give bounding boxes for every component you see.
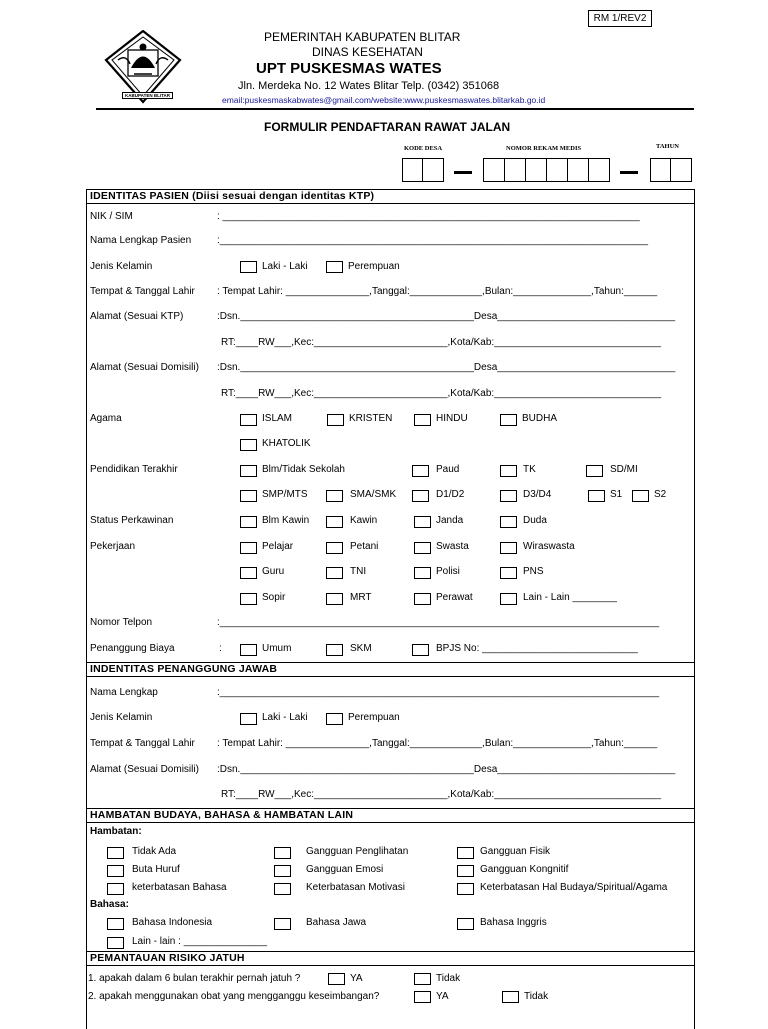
header-email-website[interactable]: email:puskesmaskabwates@gmail.com/website:www.puskesmaswates.blitarkab.go.id [222, 95, 546, 105]
pj-option-perempuan: Perempuan [348, 712, 400, 723]
pendidikan-label: Pendidikan Terakhir [90, 464, 178, 475]
nomor-rm-divider-2 [525, 158, 526, 182]
option-q2-ya: YA [436, 991, 449, 1002]
option-duda: Duda [523, 515, 547, 526]
checkbox-petani[interactable] [326, 542, 343, 554]
checkbox-tni[interactable] [326, 567, 343, 579]
pj-jenis-kelamin-label: Jenis Kelamin [90, 712, 153, 723]
option-bahasa-indonesia: Bahasa Indonesia [132, 917, 213, 928]
pj-alamat-line1[interactable]: :Dsn.__________________________________________Desa________________________________ [217, 764, 676, 775]
tahun-boxes[interactable] [650, 158, 692, 182]
checkbox-perempuan[interactable] [326, 261, 343, 273]
option-d1d2: D1/D2 [436, 489, 465, 500]
checkbox-gangguan-kognitif[interactable] [457, 865, 474, 877]
alamat-ktp-line1[interactable]: :Dsn.__________________________________________Desa________________________________ [217, 311, 676, 322]
checkbox-d1d2[interactable] [412, 490, 429, 502]
nomor-rm-label: NOMOR REKAM MEDIS [506, 145, 582, 152]
option-paud: Paud [436, 464, 460, 475]
option-bahasa-lain[interactable]: Lain - lain : _______________ [132, 936, 268, 947]
hambatan-sublabel: Hambatan: [90, 826, 142, 837]
option-kawin: Kawin [350, 515, 378, 526]
agama-label: Agama [90, 413, 122, 424]
option-buta-huruf: Buta Huruf [132, 864, 180, 875]
option-blm-sekolah: Blm/Tidak Sekolah [262, 464, 345, 475]
logo-caption: KABUPATEN BLITAR [122, 92, 173, 99]
option-d3d4: D3/D4 [523, 489, 552, 500]
checkbox-gangguan-emosi[interactable] [274, 865, 291, 877]
pj-nama-field[interactable]: :_______________________________________________________________________________ [217, 687, 660, 698]
checkbox-kawin[interactable] [326, 516, 343, 528]
option-bahasa-inggris: Bahasa Inggris [480, 917, 547, 928]
checkbox-perawat[interactable] [414, 593, 431, 605]
option-sd: SD/MI [610, 464, 638, 475]
checkbox-s2[interactable] [632, 490, 649, 502]
checkbox-tidak-ada[interactable] [107, 847, 124, 859]
option-swasta: Swasta [436, 541, 469, 552]
option-tk: TK [523, 464, 536, 475]
checkbox-q2-ya[interactable] [414, 991, 431, 1003]
pekerjaan-label: Pekerjaan [90, 541, 136, 552]
ttl-field[interactable]: : Tempat Lahir: _______________,Tanggal:_____________,Bulan:______________,Tahun:______ [217, 286, 658, 297]
option-tidak-ada: Tidak Ada [132, 846, 177, 857]
checkbox-islam[interactable] [240, 414, 257, 426]
section-identitas-title: IDENTITAS PASIEN (Diisi sesuai dengan identitas KTP) [90, 190, 375, 202]
checkbox-bahasa-jawa[interactable] [274, 918, 291, 930]
checkbox-guru[interactable] [240, 567, 257, 579]
option-islam: ISLAM [262, 413, 293, 424]
bahasa-sublabel: Bahasa: [90, 899, 129, 910]
checkbox-skm[interactable] [326, 644, 343, 656]
code-dash-1 [454, 171, 472, 174]
option-s1: S1 [610, 489, 623, 500]
option-budha: BUDHA [522, 413, 558, 424]
checkbox-q2-tidak[interactable] [502, 991, 519, 1003]
option-smp: SMP/MTS [262, 489, 308, 500]
pj-option-laki: Laki - Laki [262, 712, 308, 723]
header-divider [96, 108, 694, 110]
option-s2: S2 [654, 489, 667, 500]
regency-logo [104, 30, 182, 104]
checkbox-lain-lain[interactable] [500, 593, 517, 605]
checkbox-d3d4[interactable] [500, 490, 517, 502]
checkbox-duda[interactable] [500, 516, 517, 528]
option-keterbatasan-motivasi: Keterbatasan Motivasi [306, 882, 405, 893]
option-keterbatasan-bahasa: keterbatasan Bahasa [132, 882, 227, 893]
checkbox-keterbatasan-motivasi[interactable] [274, 883, 291, 895]
option-gangguan-fisik: Gangguan Fisik [480, 846, 551, 857]
alamat-domisili-label: Alamat (Sesuai Domisili) [90, 362, 199, 373]
option-khatolik: KHATOLIK [262, 438, 311, 449]
header-line-department: DINAS KESEHATAN [312, 45, 423, 59]
option-skm: SKM [350, 643, 372, 654]
checkbox-bahasa-lain[interactable] [107, 937, 124, 949]
option-gangguan-penglihatan: Gangguan Penglihatan [306, 846, 409, 857]
pj-ttl-field[interactable]: : Tempat Lahir: _______________,Tanggal:_____________,Bulan:______________,Tahun:______ [217, 738, 658, 749]
option-sopir: Sopir [262, 592, 286, 603]
option-petani: Petani [350, 541, 379, 552]
checkbox-blm-sekolah[interactable] [240, 465, 257, 477]
document-code: RM 1/REV2 [588, 10, 652, 27]
alamat-ktp-line2[interactable]: RT:____RW___,Kec:________________________,Kota/Kab:______________________________ [221, 337, 662, 348]
option-sma: SMA/SMK [350, 489, 397, 500]
checkbox-laki[interactable] [240, 261, 257, 273]
checkbox-pns[interactable] [500, 567, 517, 579]
alamat-ktp-label: Alamat (Sesuai KTP) [90, 311, 184, 322]
pj-checkbox-perempuan[interactable] [326, 713, 343, 725]
tahun-divider [670, 158, 671, 182]
checkbox-buta-huruf[interactable] [107, 865, 124, 877]
checkbox-sopir[interactable] [240, 593, 257, 605]
nomor-rm-divider-5 [588, 158, 589, 182]
checkbox-hindu[interactable] [414, 414, 431, 426]
checkbox-umum[interactable] [240, 644, 257, 656]
option-mrt: MRT [350, 592, 372, 603]
nomor-rm-divider-4 [567, 158, 568, 182]
option-q2-tidak: Tidak [524, 991, 549, 1002]
kode-desa-divider [422, 158, 423, 182]
ttl-label: Tempat & Tanggal Lahir [90, 286, 195, 297]
alamat-domisili-line2[interactable]: RT:____RW___,Kec:________________________,Kota/Kab:______________________________ [221, 388, 662, 399]
option-perempuan: Perempuan [348, 261, 400, 272]
nomor-rm-divider-3 [546, 158, 547, 182]
checkbox-bahasa-inggris[interactable] [457, 918, 474, 930]
checkbox-s1[interactable] [588, 490, 605, 502]
option-umum: Umum [262, 643, 292, 654]
checkbox-gangguan-penglihatan[interactable] [274, 847, 291, 859]
checkbox-sd[interactable] [586, 465, 603, 477]
code-dash-2 [620, 171, 638, 174]
option-q1-tidak: Tidak [436, 973, 461, 984]
checkbox-bpjs[interactable] [412, 644, 429, 656]
section-hambatan-title: HAMBATAN BUDAYA, BAHASA & HAMBATAN LAIN [90, 809, 354, 821]
alamat-domisili-line1[interactable]: :Dsn.__________________________________________Desa________________________________ [217, 362, 676, 373]
option-guru: Guru [262, 566, 285, 577]
option-gangguan-kognitif: Gangguan Kongnitif [480, 864, 569, 875]
telpon-label: Nomor Telpon [90, 617, 153, 628]
checkbox-mrt[interactable] [326, 593, 343, 605]
checkbox-polisi[interactable] [414, 567, 431, 579]
checkbox-janda[interactable] [414, 516, 431, 528]
checkbox-q1-ya[interactable] [328, 973, 345, 985]
pj-alamat-line2[interactable]: RT:____RW___,Kec:________________________,Kota/Kab:______________________________ [221, 789, 662, 800]
pj-alamat-label: Alamat (Sesuai Domisili) [90, 764, 199, 775]
nama-pasien-field[interactable]: :_____________________________________________________________________________ [217, 235, 649, 246]
penanggung-biaya-colon: : [219, 643, 222, 654]
option-perawat: Perawat [436, 592, 473, 603]
checkbox-kristen[interactable] [327, 414, 344, 426]
pj-nama-label: Nama Lengkap [90, 687, 158, 698]
header-address: Jln. Merdeka No. 12 Wates Blitar Telp. (0342) 351068 [238, 80, 500, 92]
kode-desa-label: KODE DESA [404, 145, 443, 152]
section-jatuh-title: PEMANTAUAN RISIKO JATUH [90, 952, 245, 964]
nik-label: NIK / SIM [90, 211, 133, 222]
option-laki: Laki - Laki [262, 261, 308, 272]
checkbox-sma[interactable] [326, 490, 343, 502]
option-hindu: HINDU [436, 413, 468, 424]
checkbox-keterbatasan-budaya[interactable] [457, 883, 474, 895]
checkbox-keterbatasan-bahasa[interactable] [107, 883, 124, 895]
nama-pasien-label: Nama Lengkap Pasien [90, 235, 192, 246]
checkbox-wiraswasta[interactable] [500, 542, 517, 554]
form-title: FORMULIR PENDAFTARAN RAWAT JALAN [264, 120, 511, 134]
checkbox-q1-tidak[interactable] [414, 973, 431, 985]
checkbox-gangguan-fisik[interactable] [457, 847, 474, 859]
nomor-rm-divider-1 [504, 158, 505, 182]
checkbox-swasta[interactable] [414, 542, 431, 554]
option-gangguan-emosi: Gangguan Emosi [306, 864, 384, 875]
jatuh-question-2: 2. apakah menggunakan obat yang mengganggu keseimbangan? [88, 991, 380, 1002]
checkbox-blm-kawin[interactable] [240, 516, 257, 528]
option-wiraswasta: Wiraswasta [523, 541, 575, 552]
checkbox-pelajar[interactable] [240, 542, 257, 554]
kode-desa-boxes[interactable] [402, 158, 444, 182]
jenis-kelamin-label: Jenis Kelamin [90, 261, 153, 272]
status-label: Status Perkawinan [90, 515, 174, 526]
tahun-label: TAHUN [656, 143, 679, 150]
pj-ttl-label: Tempat & Tanggal Lahir [90, 738, 195, 749]
telpon-field[interactable]: :_______________________________________________________________________________ [217, 617, 660, 628]
checkbox-paud[interactable] [412, 465, 429, 477]
header-clinic-name: UPT PUSKESMAS WATES [256, 60, 442, 77]
jatuh-question-1: 1. apakah dalam 6 bulan terakhir pernah jatuh ? [88, 973, 301, 984]
penanggung-biaya-label: Penanggung Biaya [90, 643, 175, 654]
option-pns: PNS [523, 566, 544, 577]
option-bahasa-jawa: Bahasa Jawa [306, 917, 367, 928]
option-blm-kawin: Blm Kawin [262, 515, 310, 526]
checkbox-smp[interactable] [240, 490, 257, 502]
checkbox-khatolik[interactable] [240, 439, 257, 451]
header-line-government: PEMERINTAH KABUPATEN BLITAR [264, 30, 461, 44]
checkbox-budha[interactable] [500, 414, 517, 426]
option-tni: TNI [350, 566, 367, 577]
option-janda: Janda [436, 515, 464, 526]
option-q1-ya: YA [350, 973, 363, 984]
option-polisi: Polisi [436, 566, 460, 577]
pj-checkbox-laki[interactable] [240, 713, 257, 725]
checkbox-tk[interactable] [500, 465, 517, 477]
option-keterbatasan-budaya: Keterbatasan Hal Budaya/Spiritual/Agama [480, 882, 668, 893]
nik-field[interactable]: : ___________________________________________________________________________ [217, 211, 640, 222]
option-kristen: KRISTEN [349, 413, 393, 424]
checkbox-bahasa-indonesia[interactable] [107, 918, 124, 930]
section-penanggung-title: INDENTITAS PENANGGUNG JAWAB [90, 663, 278, 675]
option-lain-lain: Lain - Lain ________ [523, 592, 617, 603]
option-bpjs[interactable]: BPJS No: ____________________________ [436, 643, 638, 654]
option-pelajar: Pelajar [262, 541, 294, 552]
